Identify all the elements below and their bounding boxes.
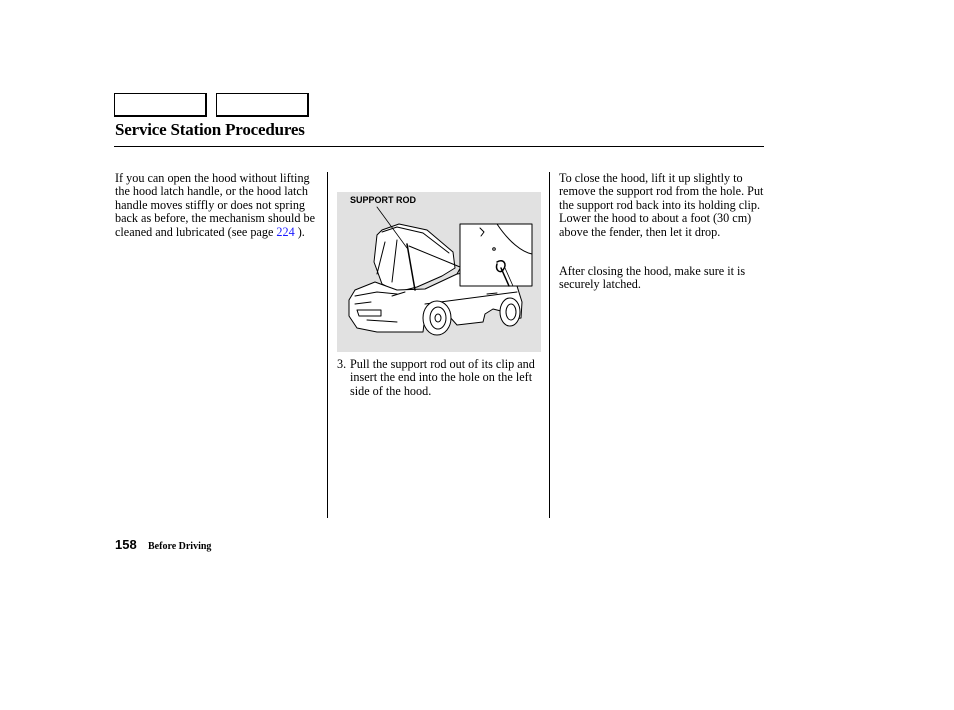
hood-latch-paragraph-text: If you can open the hood without lifting the hood latch handle, or the hood latch handle moves stiffly or does not spring back as before, the mechanism should be cleaned and lubricated (see page — [115, 171, 316, 239]
title-divider — [114, 146, 764, 147]
step-number: 3. — [337, 357, 347, 371]
support-rod-label: SUPPORT ROD — [350, 195, 417, 205]
page-title: Service Station Procedures — [115, 120, 305, 139]
latch-check-paragraph: After closing the hood, make sure it is securely latched. — [559, 264, 746, 292]
nav-tab-box-1[interactable] — [114, 93, 207, 117]
column-divider-1 — [327, 172, 328, 518]
step-text: Pull the support rod out of its clip and insert the end into the hole on the left side of the hood. — [350, 357, 535, 398]
page-reference-link[interactable]: 224 — [276, 224, 295, 239]
nav-tab-box-2[interactable] — [216, 93, 309, 117]
hood-latch-paragraph — [115, 172, 320, 239]
support-rod-illustration — [337, 192, 541, 352]
car-open-hood-drawing — [337, 192, 541, 352]
page-number: 158 — [115, 537, 137, 552]
step-3 — [337, 358, 547, 398]
column-divider-2 — [549, 172, 550, 518]
hood-latch-paragraph-end: ). — [294, 224, 305, 239]
footer-section-name: Before Driving — [148, 541, 212, 552]
close-hood-paragraph: To close the hood, lift it up slightly to remove the support rod from the hole. Put the support rod back into its holding clip. Lower the hood to about a foot (30 cm) above the fender, then let it drop. — [559, 171, 764, 239]
